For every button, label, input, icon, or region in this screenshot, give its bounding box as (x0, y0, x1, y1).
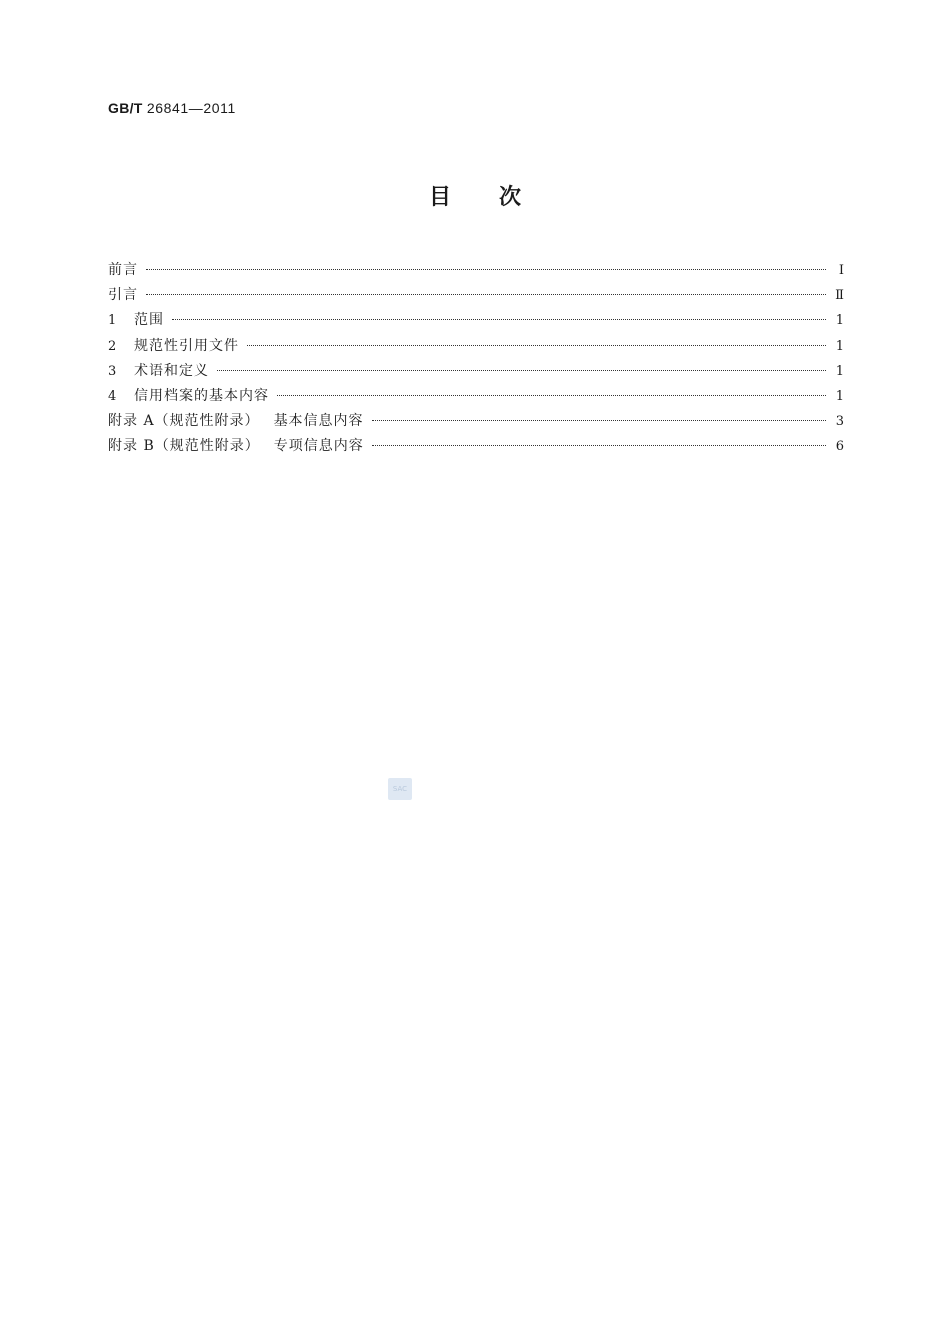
toc-page-number: 1 (835, 338, 844, 354)
toc-entry-introduction[interactable] (108, 283, 844, 308)
toc-page-number: 1 (835, 388, 844, 404)
dot-leader (247, 345, 826, 346)
dot-leader (217, 370, 826, 371)
toc-entry-subtitle: 专项信息内容 (273, 438, 364, 455)
toc-entry-label: 2 规范性引用文件 (108, 334, 239, 359)
toc-entry-label: 附录 A（规范性附录） 基本信息内容 (108, 413, 364, 430)
toc-page-number: 6 (835, 439, 844, 455)
dot-leader (372, 420, 826, 421)
standard-prefix: GB/T (108, 100, 143, 116)
toc-entry-label: 4 信用档案的基本内容 (108, 384, 269, 409)
table-of-contents (108, 258, 844, 460)
toc-entry-scope[interactable] (108, 308, 844, 333)
sac-watermark-icon: SAC (388, 778, 412, 800)
toc-section-number: 4 (108, 388, 118, 404)
toc-entry-label: 1 范围 (108, 308, 164, 333)
toc-section-number: 2 (108, 338, 118, 354)
toc-page-number: 3 (835, 414, 844, 430)
toc-page-number: Ⅱ (835, 288, 844, 304)
page-title: 目次 (428, 185, 569, 210)
dot-leader (277, 395, 826, 396)
dot-leader (172, 319, 826, 320)
toc-entry-foreword[interactable] (108, 258, 844, 283)
dot-leader (372, 445, 826, 446)
dot-leader (146, 294, 826, 295)
toc-entry-appendix-b[interactable] (108, 434, 844, 459)
toc-entry-credit-file-content[interactable] (108, 384, 844, 409)
toc-page-number: Ⅰ (838, 263, 844, 278)
toc-entry-appendix-a[interactable] (108, 409, 844, 434)
toc-entry-normative-references[interactable] (108, 334, 844, 359)
toc-entry-label: 附录 B（规范性附录） 专项信息内容 (108, 438, 364, 455)
toc-section-number: 3 (108, 363, 118, 379)
toc-entry-label: 前言 (108, 262, 138, 278)
toc-entry-label: 引言 (108, 287, 138, 304)
toc-entry-terms-definitions[interactable] (108, 359, 844, 384)
dot-leader (146, 269, 826, 270)
toc-entry-label: 3 术语和定义 (108, 359, 209, 384)
toc-page-number: 1 (835, 363, 844, 379)
toc-section-number: 1 (108, 313, 118, 329)
standard-code (108, 100, 236, 116)
toc-page-number: 1 (835, 313, 844, 329)
toc-entry-subtitle: 基本信息内容 (273, 413, 364, 430)
standard-number: 26841—2011 (146, 100, 236, 116)
